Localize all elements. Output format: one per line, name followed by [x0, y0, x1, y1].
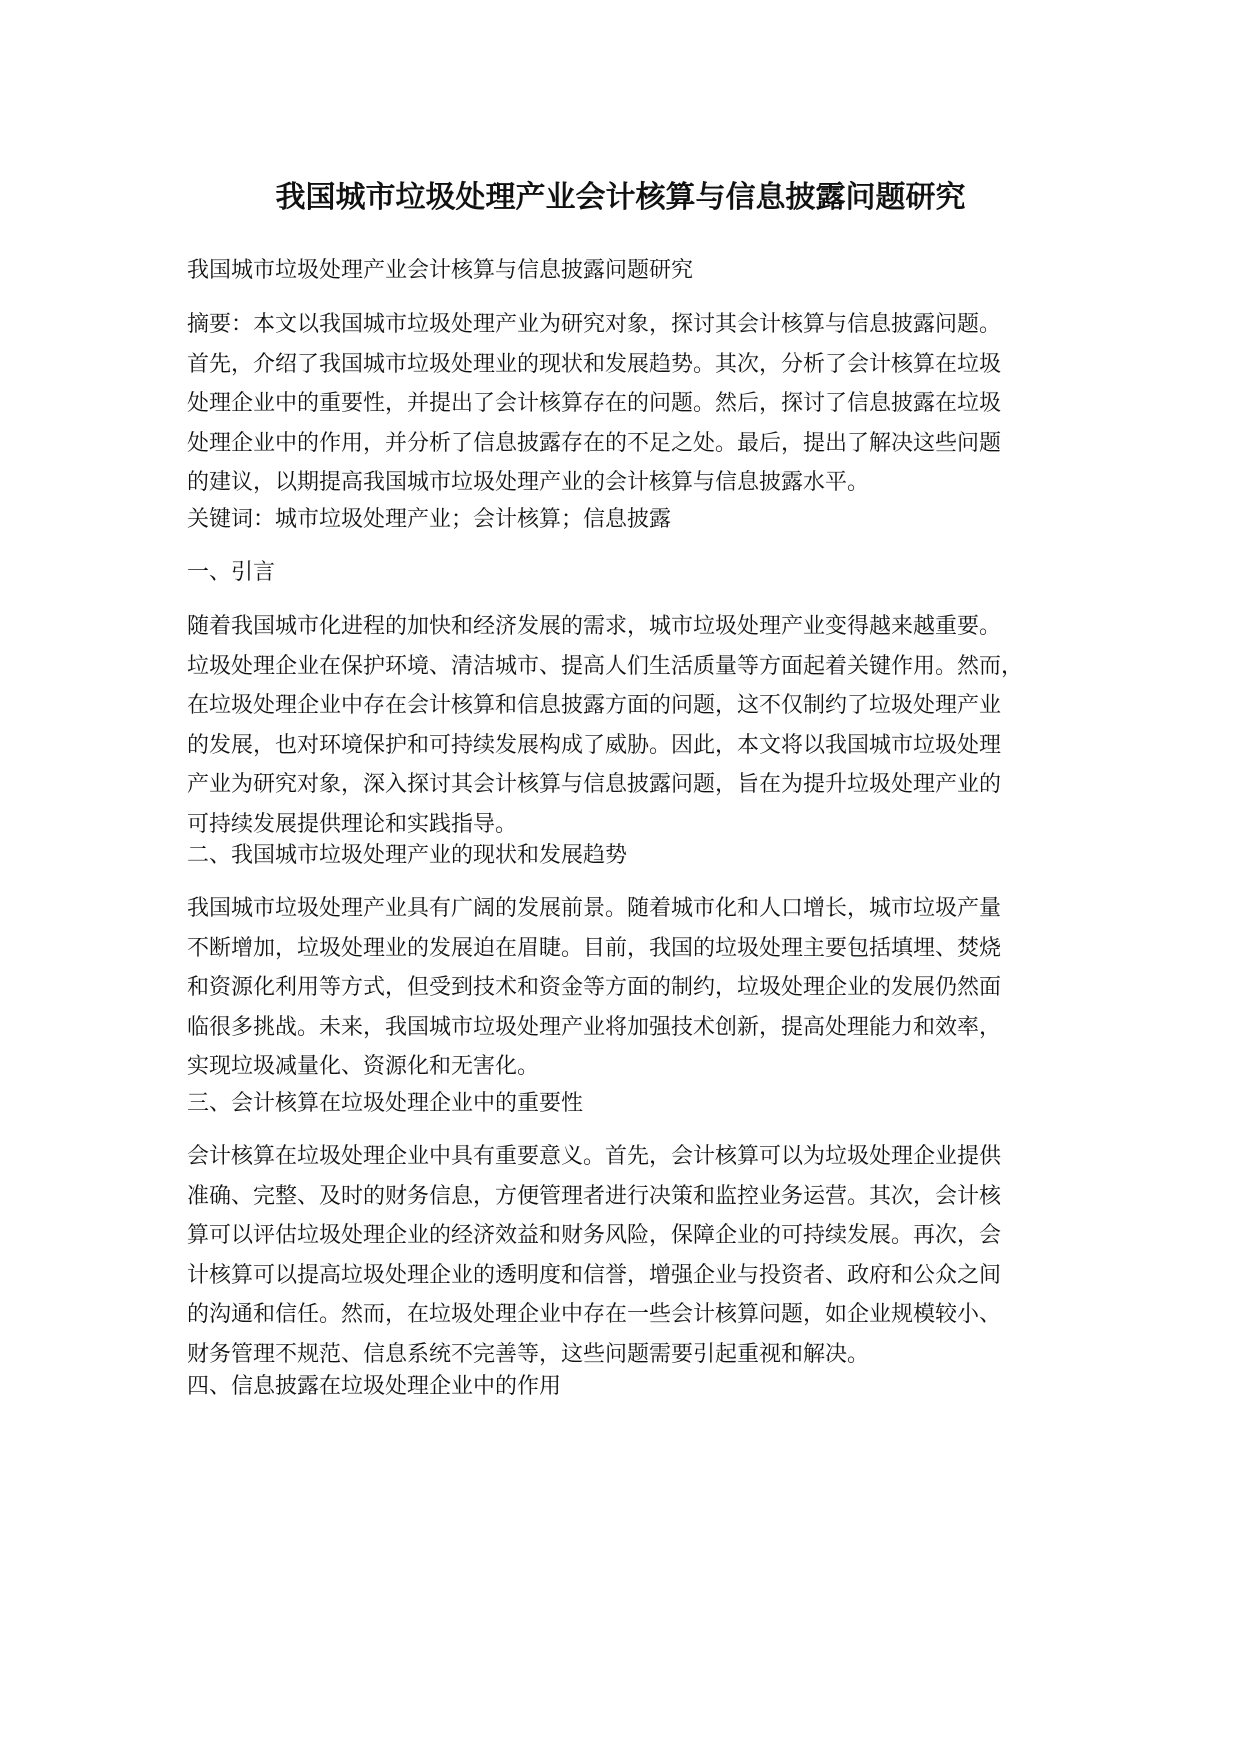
subtitle-line: 我国城市垃圾处理产业会计核算与信息披露问题研究 [187, 258, 694, 283]
abstract-line: 首先，介绍了我国城市垃圾处理业的现状和发展趋势。其次，分析了会计核算在垃圾 [187, 351, 1002, 377]
keywords-line: 关键词：城市垃圾处理产业；会计核算；信息披露 [187, 507, 672, 532]
paragraph-line: 产业为研究对象，深入探讨其会计核算与信息披露问题，旨在为提升垃圾处理产业的 [187, 772, 1002, 797]
paragraph-line: 的沟通和信任。然而，在垃圾处理企业中存在一些会计核算问题，如企业规模较小、 [187, 1302, 1002, 1327]
paragraph-line: 可持续发展提供理论和实践指导。 [187, 811, 518, 837]
abstract-line: 处理企业中的作用，并分析了信息披露存在的不足之处。最后，提出了解决这些问题 [187, 430, 1002, 456]
section-heading-status-trends [187, 836, 1067, 876]
paragraph-line: 临很多挑战。未来，我国城市垃圾处理产业将加强技术创新，提高处理能力和效率， [187, 1014, 1002, 1040]
paragraph-line: 垃圾处理企业在保护环境、清洁城市、提高人们生活质量等方面起着关键作用。然而， [187, 653, 1024, 679]
paragraph-line: 财务管理不规范、信息系统不完善等，这些问题需要引起重视和解决。 [187, 1341, 870, 1367]
section-heading-text: 一、引言 [187, 560, 276, 585]
keywords-paragraph [187, 500, 1067, 540]
paragraph-line: 的发展，也对环境保护和可持续发展构成了威胁。因此，本文将以我国城市垃圾处理 [187, 732, 1002, 758]
section-heading-text: 三、会计核算在垃圾处理企业中的重要性 [187, 1091, 584, 1116]
abstract-paragraph [187, 305, 1067, 503]
document-subtitle [187, 251, 1067, 291]
paragraph-line: 准确、完整、及时的财务信息，方便管理者进行决策和监控业务运营。其次，会计核 [187, 1183, 1002, 1209]
section-heading-introduction [187, 553, 1067, 593]
section-heading-text: 四、信息披露在垃圾处理企业中的作用 [187, 1374, 562, 1399]
paragraph-line: 和资源化利用等方式，但受到技术和资金等方面的制约，垃圾处理企业的发展仍然面 [187, 975, 1002, 1000]
section-heading-text: 二、我国城市垃圾处理产业的现状和发展趋势 [187, 843, 628, 868]
section-heading-accounting-importance [187, 1084, 1067, 1124]
paragraph-line: 算可以评估垃圾处理企业的经济效益和财务风险，保障企业的可持续发展。再次，会 [187, 1223, 1002, 1248]
paragraph-line: 计核算可以提高垃圾处理企业的透明度和信誉，增强企业与投资者、政府和公众之间 [187, 1262, 1002, 1288]
paragraph-line: 不断增加，垃圾处理业的发展迫在眉睫。目前，我国的垃圾处理主要包括填埋、焚烧 [187, 935, 1002, 961]
section-paragraph-accounting-importance [187, 1137, 1067, 1374]
section-paragraph-status-trends [187, 889, 1067, 1087]
abstract-line: 的建议，以期提高我国城市垃圾处理产业的会计核算与信息披露水平。 [187, 470, 870, 495]
section-heading-disclosure-role [187, 1367, 1067, 1407]
abstract-line: 处理企业中的重要性，并提出了会计核算存在的问题。然后，探讨了信息披露在垃圾 [187, 391, 1002, 416]
section-paragraph-introduction [187, 607, 1067, 844]
paragraph-line: 实现垃圾减量化、资源化和无害化。 [187, 1054, 540, 1079]
paragraph-line: 我国城市垃圾处理产业具有广阔的发展前景。随着城市化和人口增长，城市垃圾产量 [187, 896, 1002, 921]
abstract-line: 摘要：本文以我国城市垃圾处理产业为研究对象，探讨其会计核算与信息披露问题。 [187, 312, 1002, 337]
document-title: 我国城市垃圾处理产业会计核算与信息披露问题研究 [275, 180, 966, 215]
paragraph-line: 会计核算在垃圾处理企业中具有重要意义。首先，会计核算可以为垃圾处理企业提供 [187, 1144, 1002, 1169]
paragraph-line: 在垃圾处理企业中存在会计核算和信息披露方面的问题，这不仅制约了垃圾处理产业 [187, 693, 1002, 718]
paragraph-line: 随着我国城市化进程的加快和经济发展的需求，城市垃圾处理产业变得越来越重要。 [187, 614, 1002, 639]
